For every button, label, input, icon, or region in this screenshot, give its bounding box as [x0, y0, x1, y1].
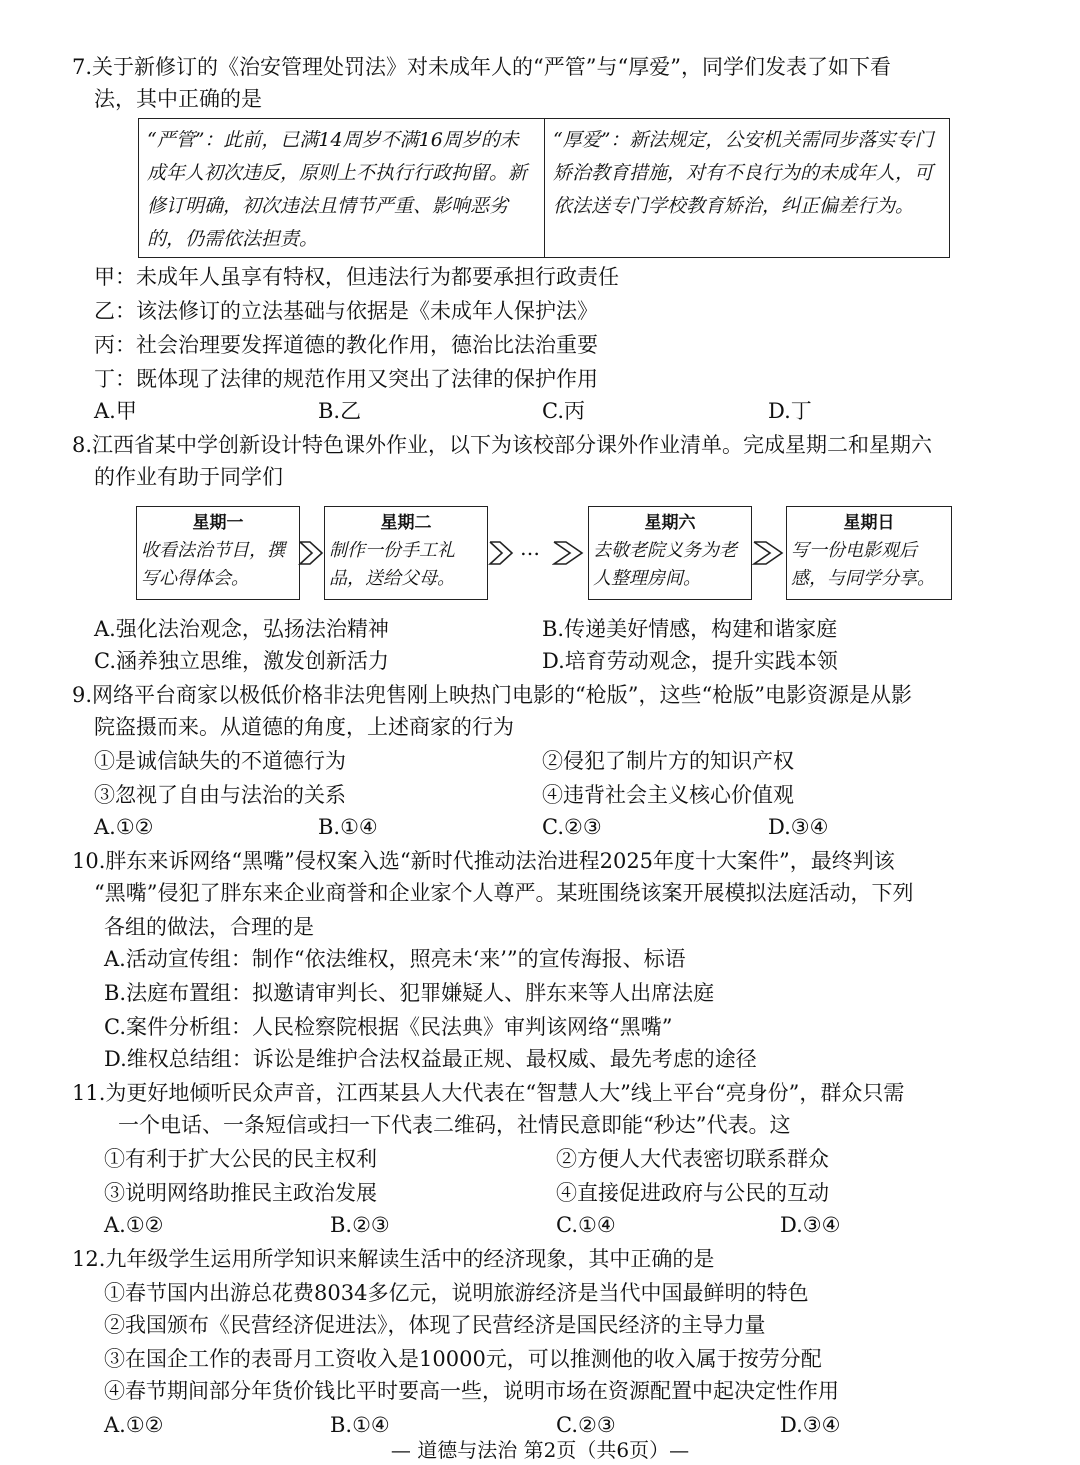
- day-task: 制作一份手工礼品，送给父母。: [329, 540, 455, 589]
- q9-stem-line-2: 院盗摄而来。从道德的角度，上述商家的行为: [94, 715, 514, 739]
- q11-option-a: A.①②: [104, 1213, 164, 1237]
- q9-stem-line-1: 9.网络平台商家以极低价格非法兜售刚上映热门电影的“枪版”，这些“枪版”电影资源是从影: [72, 683, 912, 707]
- homework-box-tuesday: [324, 506, 488, 600]
- q9-statement-1: ①是诚信缺失的不道德行为: [94, 749, 346, 773]
- q11-option-d: D.③④: [780, 1213, 841, 1237]
- q7-stem-line-2: 法，其中正确的是: [94, 87, 262, 111]
- q7-option-d: D.丁: [768, 399, 812, 423]
- day-task: 写一份电影观后感，与同学分享。: [791, 540, 935, 589]
- q10-option-a: A.活动宣传组：制作“依法维权，照亮未‘来’”的宣传海报、标语: [104, 947, 686, 971]
- q8-stem-line-1: 8.江西省某中学创新设计特色课外作业，以下为该校部分课外作业清单。完成星期二和星期六: [72, 433, 933, 457]
- q9-option-d: D.③④: [768, 815, 829, 839]
- q9-statement-2: ②侵犯了制片方的知识产权: [542, 749, 794, 773]
- q8-option-c: C.涵养独立思维，激发创新活力: [94, 649, 389, 673]
- q9-option-a: A.①②: [94, 815, 154, 839]
- chevron-right-icon: [488, 540, 516, 566]
- homework-box-saturday: [588, 506, 752, 600]
- q10-stem-line-2: “黑嘴”侵犯了胖东来企业商誉和企业家个人尊严。某班围绕该案开展模拟法庭活动，下列: [94, 881, 914, 905]
- q8-stem-line-2: 的作业有助于同学们: [94, 465, 283, 489]
- q11-option-b: B.②③: [330, 1213, 390, 1237]
- day-task: 去敬老院义务为老人整理房间。: [593, 540, 737, 589]
- q7-statement-bing: 丙：社会治理要发挥道德的教化作用，德治比法治重要: [94, 333, 598, 357]
- q7-option-c: C.丙: [542, 399, 585, 423]
- q12-statement-1: ①春节国内出游总花费8034多亿元，说明旅游经济是当代中国最鲜明的特色: [104, 1281, 809, 1305]
- q8-option-b: B.传递美好情感，构建和谐家庭: [542, 617, 838, 641]
- q10-stem-line-1: 10.胖东来诉网络“黑嘴”侵权案入选“新时代推动法治进程2025年度十大案件”，最终判该: [72, 849, 895, 873]
- q11-option-c: C.①④: [556, 1213, 616, 1237]
- q9-option-b: B.①④: [318, 815, 378, 839]
- q7-statement-jia: 甲：未成年人虽享有特权，但违法行为都要承担行政责任: [94, 265, 619, 289]
- q7-statement-yi: 乙：该法修订的立法基础与依据是《未成年人保护法》: [94, 299, 598, 323]
- q7-statement-ding: 丁：既体现了法律的规范作用又突出了法律的保护作用: [94, 367, 598, 391]
- q7-info-table: [138, 118, 950, 258]
- q12-statement-4: ④春节期间部分年货价钱比平时要高一些，说明市场在资源配置中起决定性作用: [104, 1379, 839, 1403]
- q7-care-cell: “厚爱”：新法规定，公安机关需同步落实专门矫治教育措施，对有不良行为的未成年人，可依法送专门学校教育矫治，纠正偏差行为。: [544, 119, 949, 257]
- day-title: 星期一: [192, 513, 244, 533]
- q8-option-d: D.培育劳动观念，提升实践本领: [542, 649, 838, 673]
- q9-option-c: C.②③: [542, 815, 602, 839]
- q11-stem-line-1: 11.为更好地倾听民众声音，江西某县人大代表在“智慧人大”线上平台“亮身份”，群众只需: [72, 1081, 905, 1105]
- q12-option-c: C.②③: [556, 1413, 616, 1437]
- day-title: 星期二: [380, 513, 432, 533]
- q11-statement-2: ②方便人大代表密切联系群众: [556, 1147, 829, 1171]
- chevron-right-icon: [552, 540, 586, 566]
- day-task: 收看法治节目，撰写心得体会。: [141, 540, 285, 589]
- q12-option-b: B.①④: [330, 1413, 390, 1437]
- q9-statement-3: ③忽视了自由与法治的关系: [94, 783, 346, 807]
- q11-statement-1: ①有利于扩大公民的民主权利: [104, 1147, 377, 1171]
- q12-option-d: D.③④: [780, 1413, 841, 1437]
- q10-option-d: D.维权总结组：诉讼是维护合法权益最正规、最权威、最先考虑的途径: [104, 1047, 757, 1071]
- q10-option-b: B.法庭布置组：拟邀请审判长、犯罪嫌疑人、胖东来等人出席法庭: [104, 981, 715, 1005]
- homework-box-monday: [136, 506, 300, 600]
- q9-statement-4: ④违背社会主义核心价值观: [542, 783, 794, 807]
- q12-option-a: A.①②: [104, 1413, 164, 1437]
- q12-statement-2: ②我国颁布《民营经济促进法》，体现了民营经济是国民经济的主导力量: [104, 1313, 766, 1337]
- day-title: 星期六: [644, 513, 696, 533]
- q11-stem-line-2: 一个电话、一条短信或扫一下代表二维码，社情民意即能“秒达”代表。这: [118, 1113, 791, 1137]
- q11-statement-4: ④直接促进政府与公民的互动: [556, 1181, 829, 1205]
- q7-strict-cell: “严管”：此前，已满14周岁不满16周岁的未成年人初次违反，原则上不执行行政拘留。新修订明确，初次违法且情节严重、影响恶劣的，仍需依法担责。: [147, 129, 528, 250]
- q10-stem-line-3: 各组的做法，合理的是: [104, 915, 314, 939]
- q11-statement-3: ③说明网络助推民主政治发展: [104, 1181, 377, 1205]
- ellipsis: …: [520, 536, 540, 560]
- page-footer: — 道德与法治 第2页（共6页）—: [390, 1438, 690, 1462]
- q12-statement-3: ③在国企工作的表哥月工资收入是10000元，可以推测他的收入属于按劳分配: [104, 1347, 822, 1371]
- q7-option-a: A.甲: [94, 399, 137, 423]
- chevron-right-icon: [298, 540, 326, 566]
- q12-stem-line-1: 12.九年级学生运用所学知识来解读生活中的经济现象，其中正确的是: [72, 1247, 715, 1271]
- homework-box-sunday: [786, 506, 952, 600]
- q10-option-c: C.案件分析组：人民检察院根据《民法典》审判该网络“黑嘴”: [104, 1015, 673, 1039]
- day-title: 星期日: [843, 513, 895, 533]
- q7-option-b: B.乙: [318, 399, 362, 423]
- chevron-right-icon: [752, 540, 786, 566]
- q7-stem-line-1: 7.关于新修订的《治安管理处罚法》对未成年人的“严管”与“厚爱”，同学们发表了如下看: [72, 55, 891, 79]
- q8-option-a: A.强化法治观念，弘扬法治精神: [94, 617, 389, 641]
